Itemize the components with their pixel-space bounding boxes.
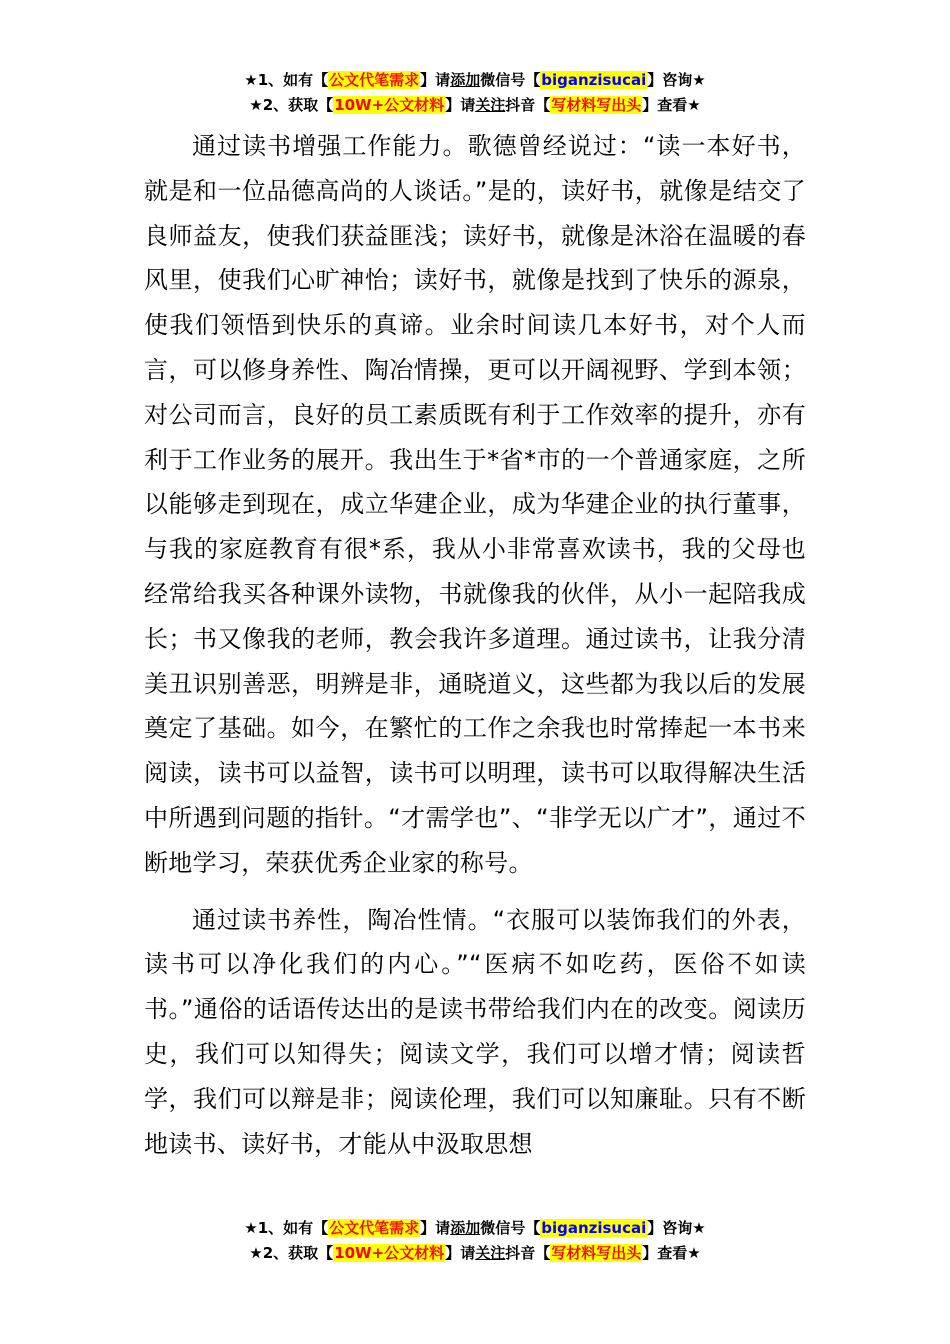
banner-text: 】请 [420, 71, 451, 89]
banner-text: 】咨询★ [647, 1219, 706, 1237]
document-body [144, 124, 806, 1166]
banner-text: 】查看★ [642, 1244, 701, 1262]
banner-text: 微信号【 [480, 1219, 541, 1237]
banner-line-2 [0, 93, 950, 118]
banner-line-1 [0, 68, 950, 93]
banner-highlight-materials: 10W+公文材料 [334, 1244, 445, 1262]
banner-text: 】查看★ [642, 96, 701, 114]
banner-highlight-service: 公文代笔需求 [329, 71, 420, 89]
banner-line-1 [0, 1216, 950, 1241]
banner-text: ★1、如有【 [244, 1219, 329, 1237]
banner-underline-follow: 关注 [475, 96, 506, 114]
banner-douyin-account: 写材料写出头 [551, 96, 642, 114]
banner-highlight-service: 公文代笔需求 [329, 1219, 420, 1237]
banner-wechat-id[interactable]: biganzisucai [541, 71, 647, 89]
banner-text: 抖音【 [505, 96, 551, 114]
banner-text: 】请 [445, 1244, 476, 1262]
banner-text: ★2、获取【 [249, 96, 334, 114]
banner-text: 】咨询★ [647, 71, 706, 89]
banner-underline-follow: 关注 [475, 1244, 506, 1262]
banner-text: 】请 [420, 1219, 451, 1237]
banner-line-2 [0, 1241, 950, 1266]
banner-text: ★1、如有【 [244, 71, 329, 89]
banner-underline-add: 添加 [450, 71, 481, 89]
banner-underline-add: 添加 [450, 1219, 481, 1237]
paragraph: 通过读书增强工作能力。歌德曾经说过：“读一本好书，就是和一位品德高尚的人谈话。”是的，读好书，就像是结交了良师益友，使我们获益匪浅；读好书，就像是沐浴在温暖的春风里，使我们心旷神怡；读好书，就像是找到了快乐的源泉，使我们领悟到快乐的真谛。业余时间读几本好书，对个人而言，可以修身养性、陶冶情操，更可以开阔视野、学到本领；对公司而言，良好的员工素质既有利于工作效率的提升，亦有利于工作业务的展开。我出生于*省*市的一个普通家庭，之所以能够走到现在，成立华建企业，成为华建企业的执行董事，与我的家庭教育有很*系，我从小非常喜欢读书，我的父母也经常给我买各种课外读物，书就像我的伙伴，从小一起陪我成长；书又像我的老师，教会我许多道理。通过读书，让我分清美丑识别善恶，明辨是非，通晓道义，这些都为我以后的发展奠定了基础。如今，在繁忙的工作之余我也时常捧起一本书来阅读，读书可以益智，读书可以明理，读书可以取得解决生活中所遇到问题的指针。“才需学也”、“非学无以广才”，通过不断地学习，荣获优秀企业家的称号。 [144, 132, 806, 877]
footer-banner [0, 1216, 950, 1266]
banner-highlight-materials: 10W+公文材料 [334, 96, 445, 114]
header-banner [0, 68, 950, 118]
paragraph: 通过读书养性，陶冶性情。“衣服可以装饰我们的外表，读书可以净化我们的内心。”“医病不如吃药，医俗不如读书。”通俗的话语传达出的是读书带给我们内在的改变。阅读历史，我们可以知得失；阅读文学，我们可以增才情；阅读哲学，我们可以辩是非；阅读伦理，我们可以知廉耻。只有不断地读书、读好书，才能从中汲取思想 [144, 905, 806, 1158]
banner-douyin-account: 写材料写出头 [551, 1244, 642, 1262]
banner-text: 抖音【 [505, 1244, 551, 1262]
banner-wechat-id[interactable]: biganzisucai [541, 1219, 647, 1237]
banner-text: ★2、获取【 [249, 1244, 334, 1262]
banner-text: 微信号【 [480, 71, 541, 89]
banner-text: 】请 [445, 96, 476, 114]
